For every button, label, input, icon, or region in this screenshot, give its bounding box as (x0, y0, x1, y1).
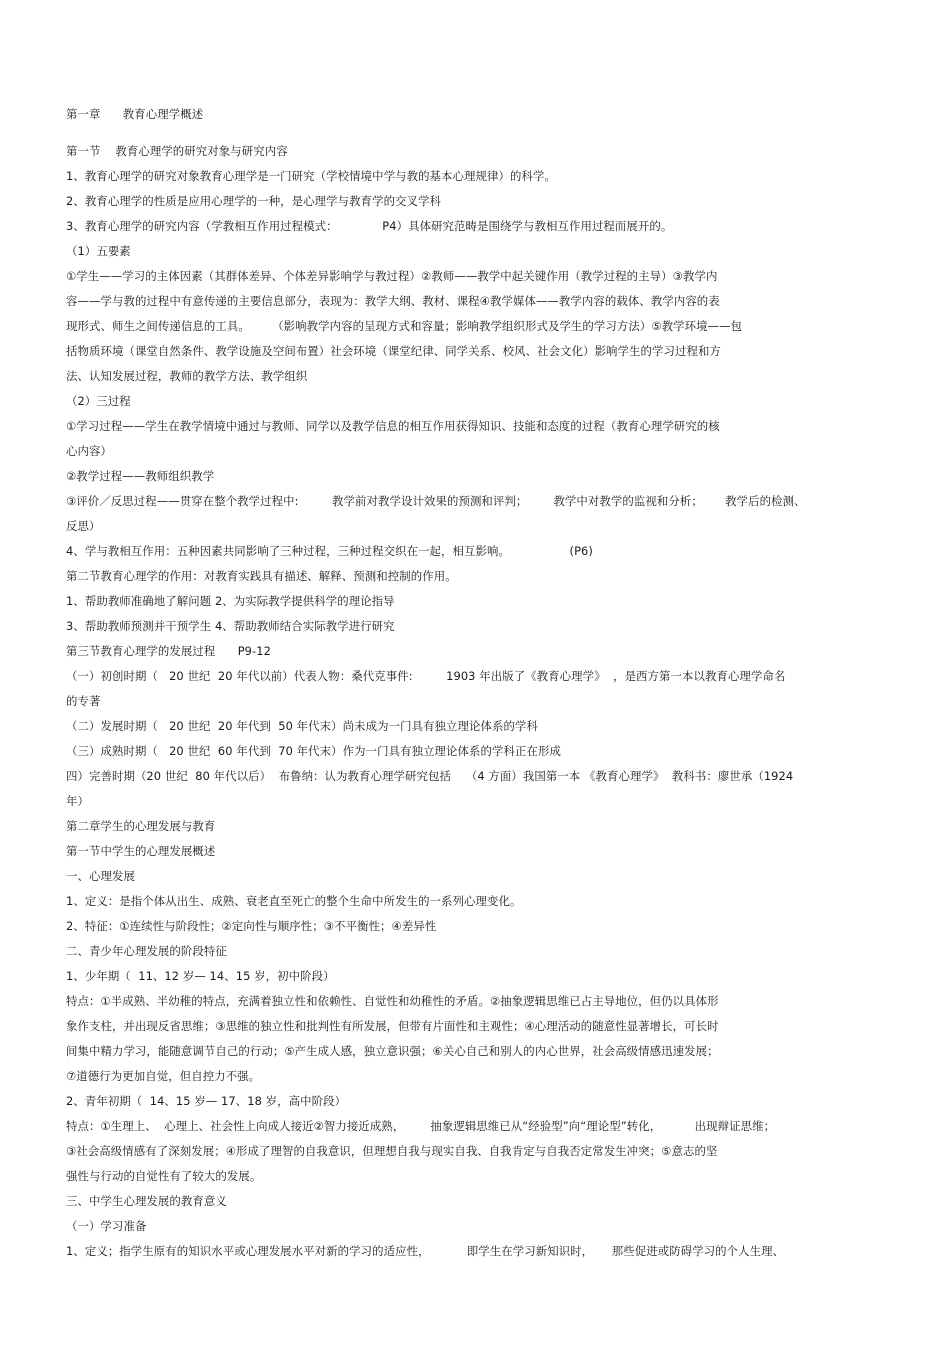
text-line: 2、教育心理学的性质是应用心理学的一种，是心理学与教育学的交叉学科 (66, 194, 442, 208)
text-line: ③社会高级情感有了深刻发展；④形成了理智的自我意识，但理想自我与现实自我、自我肯定与自我否定常发生冲突；⑤意志的坚 (66, 1144, 718, 1158)
text-line: 反思） (66, 519, 101, 533)
section-heading: 第一节 教育心理学的研究对象与研究内容 (66, 144, 288, 158)
text-line: 2、特征：①连续性与阶段性；②定向性与顺序性；③不平衡性；④差异性 (66, 919, 437, 933)
text-line: 强性与行动的自觉性有了较大的发展。 (66, 1169, 262, 1183)
text-line: 年） (66, 794, 89, 808)
text-line: ①学习过程——学生在教学情境中通过与教师、同学以及教学信息的相互作用获得知识、技能和态度的过程（教育心理学研究的核 (66, 419, 720, 433)
text-line: 1、定义：是指个体从出生、成熟、衰老直至死亡的整个生命中所发生的一系列心理变化。 (66, 894, 522, 908)
text-line: 四）完善时期（20 世纪 80 年代以后） 布鲁纳：认为教育心理学研究包括 （4 方面）我国第一本 《教育心理学》 教科书：廖世承（1924 (66, 769, 794, 783)
text-line: 现形式、师生之间传递信息的工具。 （影响教学内容的呈现方式和容量；影响教学组织形式及学生的学习方法）⑤教学环境——包 (66, 319, 743, 333)
text-line: 间集中精力学习，能随意调节自己的行动；⑤产生成人感，独立意识强；⑥关心自己和别人的内心世界，社会高级情感迅速发展； (66, 1044, 719, 1058)
text-line: 1、教育心理学的研究对象教育心理学是一门研究（学校情境中学与教的基本心理规律）的科学。 (66, 169, 556, 183)
text-line: 括物质环境（课堂自然条件、教学设施及空间布置）社会环境（课堂纪律、同学关系、校风、社会文化）影响学生的学习过程和方 (66, 344, 721, 358)
text-line: ⑦道德行为更加自觉，但自控力不强。 (66, 1069, 261, 1083)
section-heading: 第三节教育心理学的发展过程 P9-12 (66, 644, 271, 658)
text-line: 4、学与教相互作用：五种因素共同影响了三种过程，三种过程交织在一起，相互影响。 (P6) (66, 544, 593, 558)
text-line: 法、认知发展过程，教师的教学方法、教学组织 (66, 369, 308, 383)
text-line: 象作支柱，并出现反省思维；③思维的独立性和批判性有所发展，但带有片面性和主观性；④心理活动的随意性显著增长，可长时 (66, 1019, 719, 1033)
text-line: 的专著 (66, 694, 101, 708)
text-line: （二）发展时期（ 20 世纪 20 年代到 50 年代末）尚未成为一门具有独立理论体系的学科 (66, 719, 538, 733)
text-line: 1、帮助教师准确地了解问题 2、为实际教学提供科学的理论指导 (66, 594, 395, 608)
text-line: 3、教育心理学的研究内容（学教相互作用过程模式： P4）具体研究范畴是围绕学与教相互作用过程而展开的。 (66, 219, 673, 233)
text-line: 三、中学生心理发展的教育意义 (66, 1194, 227, 1208)
text-line: 3、帮助教师预测并干预学生 4、帮助教师结合实际教学进行研究 (66, 619, 395, 633)
text-line: （三）成熟时期（ 20 世纪 60 年代到 70 年代末）作为一门具有独立理论体系的学科正在形成 (66, 744, 561, 758)
text-line: 1、定义；指学生原有的知识水平或心理发展水平对新的学习的适应性， 即学生在学习新知识时， 那些促进或防碍学习的个人生理、 (66, 1244, 785, 1258)
section-heading: 第一节中学生的心理发展概述 (66, 844, 216, 858)
text-line: 心内容） (66, 444, 112, 458)
text-line: ②教学过程——教师组织教学 (66, 469, 215, 483)
text-line: （2）三过程 (66, 394, 131, 408)
text-line: （一）初创时期（ 20 世纪 20 年代以前）代表人物：桑代克事件: 1903 年出版了《教育心理学》 ，是西方第一本以教育心理学命名 (66, 669, 786, 683)
section-heading: 第二节教育心理学的作用：对教育实践具有描述、解释、预测和控制的作用。 (66, 569, 457, 583)
text-line: ③评价／反思过程——贯穿在整个教学过程中: 教学前对教学设计效果的预测和评判； 教学中对教学的监视和分析； 教学后的检测、 (66, 494, 806, 508)
text-line: 特点：①生理上、 心理上、社会性上向成人接近②智力接近成熟， 抽象逻辑思维已从“经验型”向“理论型”转化， 出现辩证思维； (66, 1119, 776, 1133)
text-line: （1）五要素 (66, 244, 131, 258)
text-line: ①学生——学习的主体因素（其群体差异、个体差异影响学与教过程）②教师——教学中起关键作用（教学过程的主导）③教学内 (66, 269, 718, 283)
chapter-title: 第二章学生的心理发展与教育 (66, 819, 216, 833)
text-line: 容——学与教的过程中有意传递的主要信息部分，表现为：教学大纲、教材、课程④教学媒体——教学内容的载体、教学内容的表 (66, 294, 720, 308)
chapter-title: 第一章 教育心理学概述 (66, 107, 204, 121)
text-line: 二、青少年心理发展的阶段特征 (66, 944, 227, 958)
text-line: 1、少年期（ 11、12 岁— 14、15 岁，初中阶段） (66, 969, 335, 983)
text-line: 一、心理发展 (66, 869, 135, 883)
text-line: 2、青年初期（ 14、15 岁— 17、18 岁，高中阶段） (66, 1094, 347, 1108)
text-line: 特点：①半成熟、半幼稚的特点，充满着独立性和依赖性、自觉性和幼稚性的矛盾。②抽象逻辑思维已占主导地位，但仍以具体形 (66, 994, 719, 1008)
text-line: （一）学习准备 (66, 1219, 147, 1233)
